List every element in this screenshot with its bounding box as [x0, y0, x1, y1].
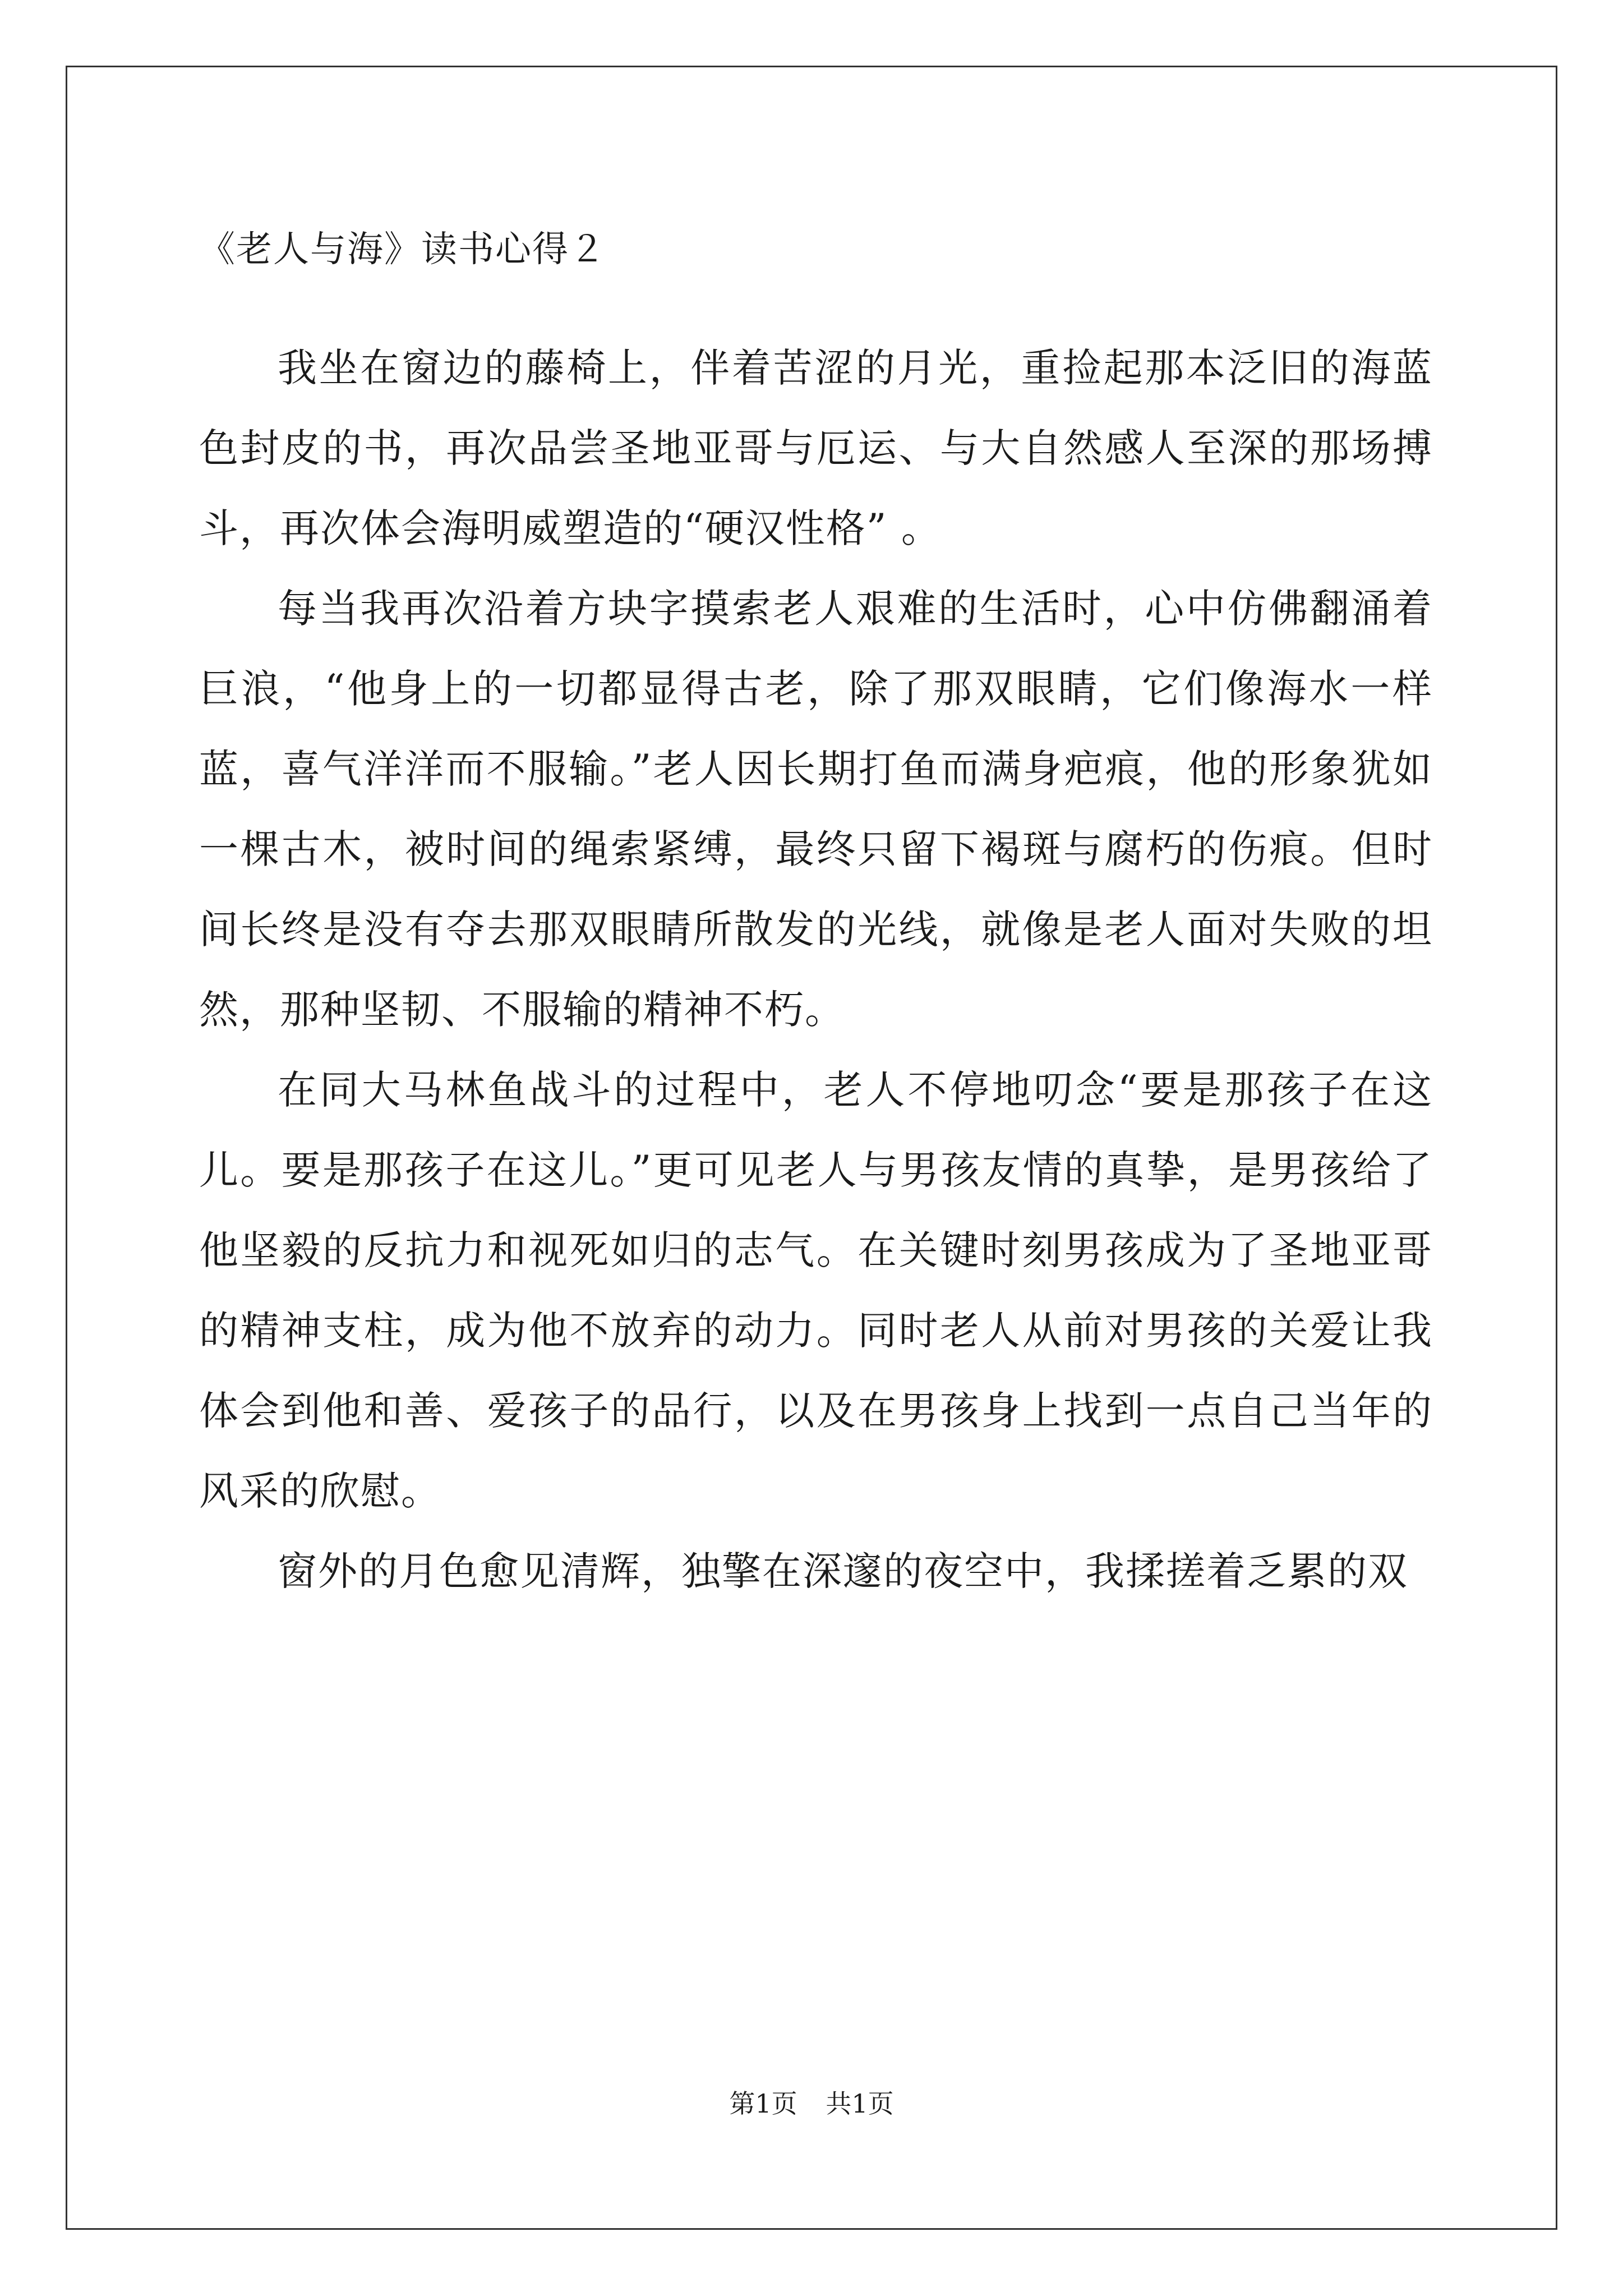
paragraph-3: 在同大马林鱼战斗的过程中，老人不停地叨念“要是那孩子在这儿。要是那孩子在这儿。”更可见老人与男孩友情的真挚，是男孩给了他坚毅的反抗力和视死如归的志气。在关键时刻男孩成为了圣地亚哥的精神支柱，成为他不放弃的动力。同时老人从前对男孩的关爱让我体会到他和善、爱孩子的品行，以及在男孩身上找到一点自己当年的风采的欣慰。: [199, 1067, 1433, 1514]
document-title: 《老人与海》读书心得２: [199, 229, 606, 270]
paragraph-1: 我坐在窗边的藤椅上，伴着苦涩的月光，重捡起那本泛旧的海蓝色封皮的书，再次品尝圣地亚哥与厄运、与大自然感人至深的那场搏斗，再次体会海明威塑造的“硬汉性格” 。: [199, 345, 1433, 551]
page-number: 第1页: [729, 2088, 797, 2119]
document-body: [199, 328, 1433, 1612]
page-total: 共1页: [826, 2088, 894, 2119]
paragraph-2: 每当我再次沿着方块字摸索老人艰难的生活时，心中仿佛翻涌着巨浪，“他身上的一切都显得古老，除了那双眼睛，它们像海水一样蓝，喜气洋洋而不服输。”老人因长期打鱼而满身疤痕，他的形象犹如一棵古木，被时间的绳索紧缚，最终只留下褐斑与腐朽的伤痕。但时间长终是没有夺去那双眼睛所散发的光线，就像是老人面对失败的坦然，那种坚韧、不服输的精神不朽。: [199, 586, 1433, 1033]
paragraph-4: 窗外的月色愈见清辉，独擎在深邃的夜空中，我揉搓着乏累的双: [278, 1548, 1408, 1594]
page-footer: [0, 2087, 1623, 2120]
